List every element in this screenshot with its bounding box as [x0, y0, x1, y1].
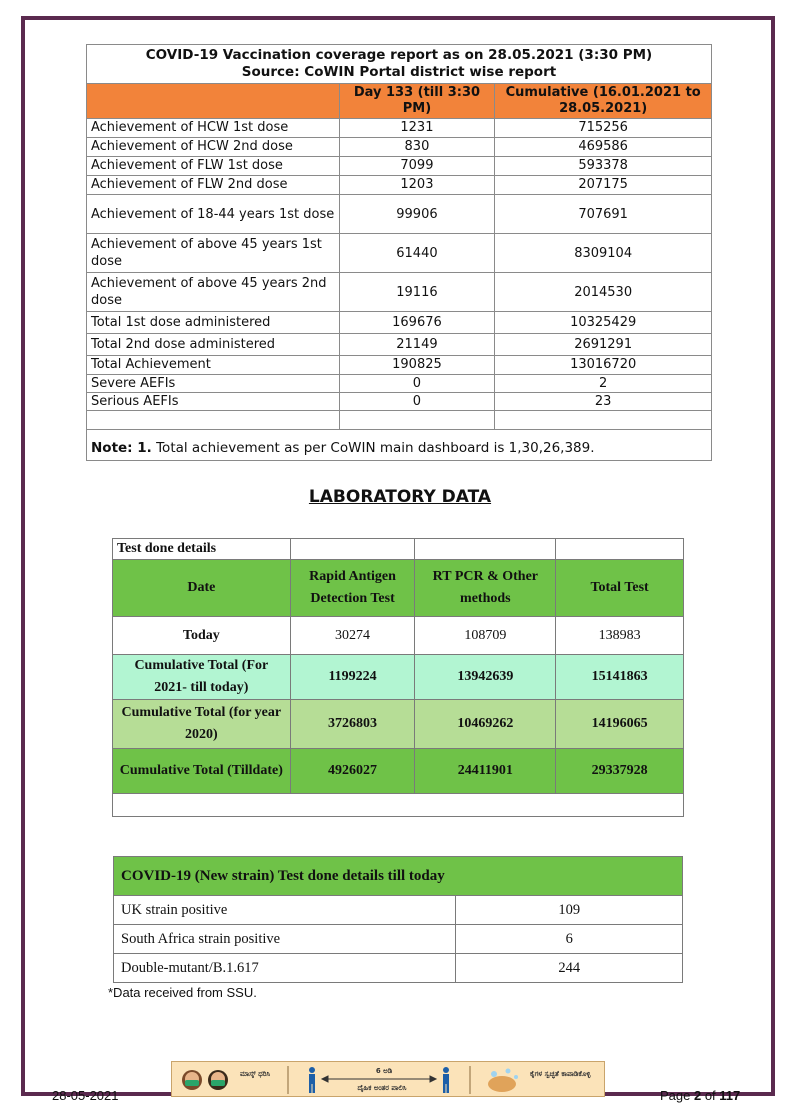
table-row — [87, 393, 712, 411]
row-cumulative-value: 707691 — [495, 195, 712, 234]
vaccination-header-cumulative: Cumulative (16.01.2021 to 28.05.2021) — [495, 84, 712, 119]
lab-header-row — [113, 560, 684, 617]
table-row — [114, 925, 683, 954]
lab-heading — [0, 487, 800, 507]
row-label: Achievement of FLW 1st dose — [87, 157, 340, 176]
table-row — [113, 617, 684, 655]
footer-page-number — [660, 1088, 740, 1103]
page-prefix: Page — [660, 1088, 694, 1103]
page-of: of — [701, 1088, 720, 1103]
row-rtpcr-value: 24411901 — [415, 749, 556, 794]
footer-date: 28-05-2021 — [52, 1088, 119, 1103]
table-row — [87, 176, 712, 195]
row-label: Achievement of HCW 2nd dose — [87, 138, 340, 157]
row-label: Achievement of HCW 1st dose — [87, 119, 340, 138]
row-label: Today — [113, 617, 291, 655]
row-label: Double-mutant/B.1.617 — [114, 954, 456, 983]
vaccination-source: Source: CoWIN Portal district wise report — [241, 64, 557, 80]
row-total-value: 29337928 — [556, 749, 684, 794]
row-cumulative-value: 715256 — [495, 119, 712, 138]
row-label: Cumulative Total (Tilldate) — [113, 749, 291, 794]
strain-table — [113, 856, 683, 983]
masked-face-icon — [208, 1070, 228, 1090]
covid-guidelines-banner — [171, 1061, 605, 1097]
row-day-value: 0 — [339, 393, 495, 411]
table-row — [87, 273, 712, 312]
row-label: Total Achievement — [87, 356, 340, 375]
row-total-value: 14196065 — [556, 700, 684, 749]
lab-header-rtpcr: RT PCR & Other methods — [415, 560, 556, 617]
row-cumulative-value: 2691291 — [495, 334, 712, 356]
vaccination-note — [87, 430, 712, 461]
table-row — [87, 334, 712, 356]
row-rapid-value: 30274 — [290, 617, 415, 655]
row-label: Serious AEFIs — [87, 393, 340, 411]
row-day-value: 7099 — [339, 157, 495, 176]
table-row — [113, 749, 684, 794]
row-rapid-value: 4926027 — [290, 749, 415, 794]
row-label: Severe AEFIs — [87, 375, 340, 393]
table-row — [87, 138, 712, 157]
table-row — [87, 356, 712, 375]
row-rapid-value: 3726803 — [290, 700, 415, 749]
row-label: Achievement of above 45 years 1st dose — [87, 234, 340, 273]
table-spacer-row — [113, 794, 684, 817]
footnote: *Data received from SSU. — [108, 985, 257, 1000]
row-cumulative-value: 593378 — [495, 157, 712, 176]
row-day-value: 830 — [339, 138, 495, 157]
banner-distance-bottom: ದೈಹಿಕ ಅಂತರ ಪಾಲಿಸಿ — [357, 1084, 407, 1092]
page-total: 117 — [719, 1088, 741, 1103]
row-day-value: 61440 — [339, 234, 495, 273]
banner-wash-text: ಕೈಗಳ ಸ್ವಚ್ಛತೆ ಕಾಪಾಡಿಕೊಳ್ಳಿ — [530, 1070, 591, 1078]
row-day-value: 1203 — [339, 176, 495, 195]
row-cumulative-value: 23 — [495, 393, 712, 411]
vaccination-title-row — [87, 45, 712, 84]
note-prefix: Note: 1. — [91, 440, 152, 456]
table-row — [87, 375, 712, 393]
banner-mask-text: ಮಾಸ್ಕ್ ಧರಿಸಿ — [240, 1070, 271, 1078]
row-rtpcr-value: 13942639 — [415, 655, 556, 700]
row-day-value: 0 — [339, 375, 495, 393]
table-row — [87, 157, 712, 176]
vaccination-table — [86, 44, 712, 461]
row-value: 6 — [456, 925, 683, 954]
row-label: Total 2nd dose administered — [87, 334, 340, 356]
row-rtpcr-value: 108709 — [415, 617, 556, 655]
row-total-value: 138983 — [556, 617, 684, 655]
row-label: Achievement of 18-44 years 1st dose — [87, 195, 340, 234]
table-row — [114, 954, 683, 983]
vaccination-header-day: Day 133 (till 3:30 PM) — [339, 84, 495, 119]
table-row — [113, 655, 684, 700]
table-row — [114, 896, 683, 925]
row-value: 109 — [456, 896, 683, 925]
row-label: South Africa strain positive — [114, 925, 456, 954]
vaccination-note-row — [87, 430, 712, 461]
lab-header-rapid: Rapid Antigen Detection Test — [290, 560, 415, 617]
row-day-value: 169676 — [339, 312, 495, 334]
note-text: Total achievement as per CoWIN main dashboard is 1,30,26,389. — [151, 440, 595, 456]
row-rapid-value: 1199224 — [290, 655, 415, 700]
lab-caption-row — [113, 539, 684, 560]
lab-heading-text: LABORATORY DATA — [308, 487, 492, 507]
row-label: Cumulative Total (for year 2020) — [113, 700, 291, 749]
lab-header-total: Total Test — [556, 560, 684, 617]
row-rtpcr-value: 10469262 — [415, 700, 556, 749]
row-day-value: 19116 — [339, 273, 495, 312]
masked-face-icon — [182, 1070, 202, 1090]
double-arrow-icon — [322, 1076, 436, 1082]
row-total-value: 15141863 — [556, 655, 684, 700]
page-current: 2 — [693, 1088, 702, 1103]
lab-table — [112, 538, 684, 817]
person-icon — [309, 1067, 315, 1093]
row-label: Cumulative Total (For 2021- till today) — [113, 655, 291, 700]
row-label: Total 1st dose administered — [87, 312, 340, 334]
row-day-value: 99906 — [339, 195, 495, 234]
person-icon — [443, 1067, 449, 1093]
lab-header-date: Date — [113, 560, 291, 617]
table-row — [87, 234, 712, 273]
vaccination-header-blank — [87, 84, 340, 119]
table-spacer-row — [87, 411, 712, 430]
row-label: Achievement of FLW 2nd dose — [87, 176, 340, 195]
table-row — [87, 312, 712, 334]
row-cumulative-value: 2 — [495, 375, 712, 393]
row-day-value: 1231 — [339, 119, 495, 138]
row-day-value: 190825 — [339, 356, 495, 375]
vaccination-title: COVID-19 Vaccination coverage report as on 28.05.2021 (3:30 PM) — [145, 47, 653, 63]
row-label: UK strain positive — [114, 896, 456, 925]
row-cumulative-value: 2014530 — [495, 273, 712, 312]
row-value: 244 — [456, 954, 683, 983]
row-cumulative-value: 10325429 — [495, 312, 712, 334]
lab-caption: Test done details — [113, 539, 291, 560]
row-cumulative-value: 207175 — [495, 176, 712, 195]
banner-distance-top: 6 ಅಡಿ — [375, 1067, 393, 1075]
table-row — [113, 700, 684, 749]
table-row — [87, 119, 712, 138]
strain-title: COVID-19 (New strain) Test done details till today — [114, 857, 683, 896]
row-cumulative-value: 469586 — [495, 138, 712, 157]
hand-wash-icon — [488, 1069, 518, 1093]
table-row — [87, 195, 712, 234]
row-cumulative-value: 13016720 — [495, 356, 712, 375]
row-day-value: 21149 — [339, 334, 495, 356]
vaccination-header-row — [87, 84, 712, 119]
row-cumulative-value: 8309104 — [495, 234, 712, 273]
strain-header-row — [114, 857, 683, 896]
row-label: Achievement of above 45 years 2nd dose — [87, 273, 340, 312]
